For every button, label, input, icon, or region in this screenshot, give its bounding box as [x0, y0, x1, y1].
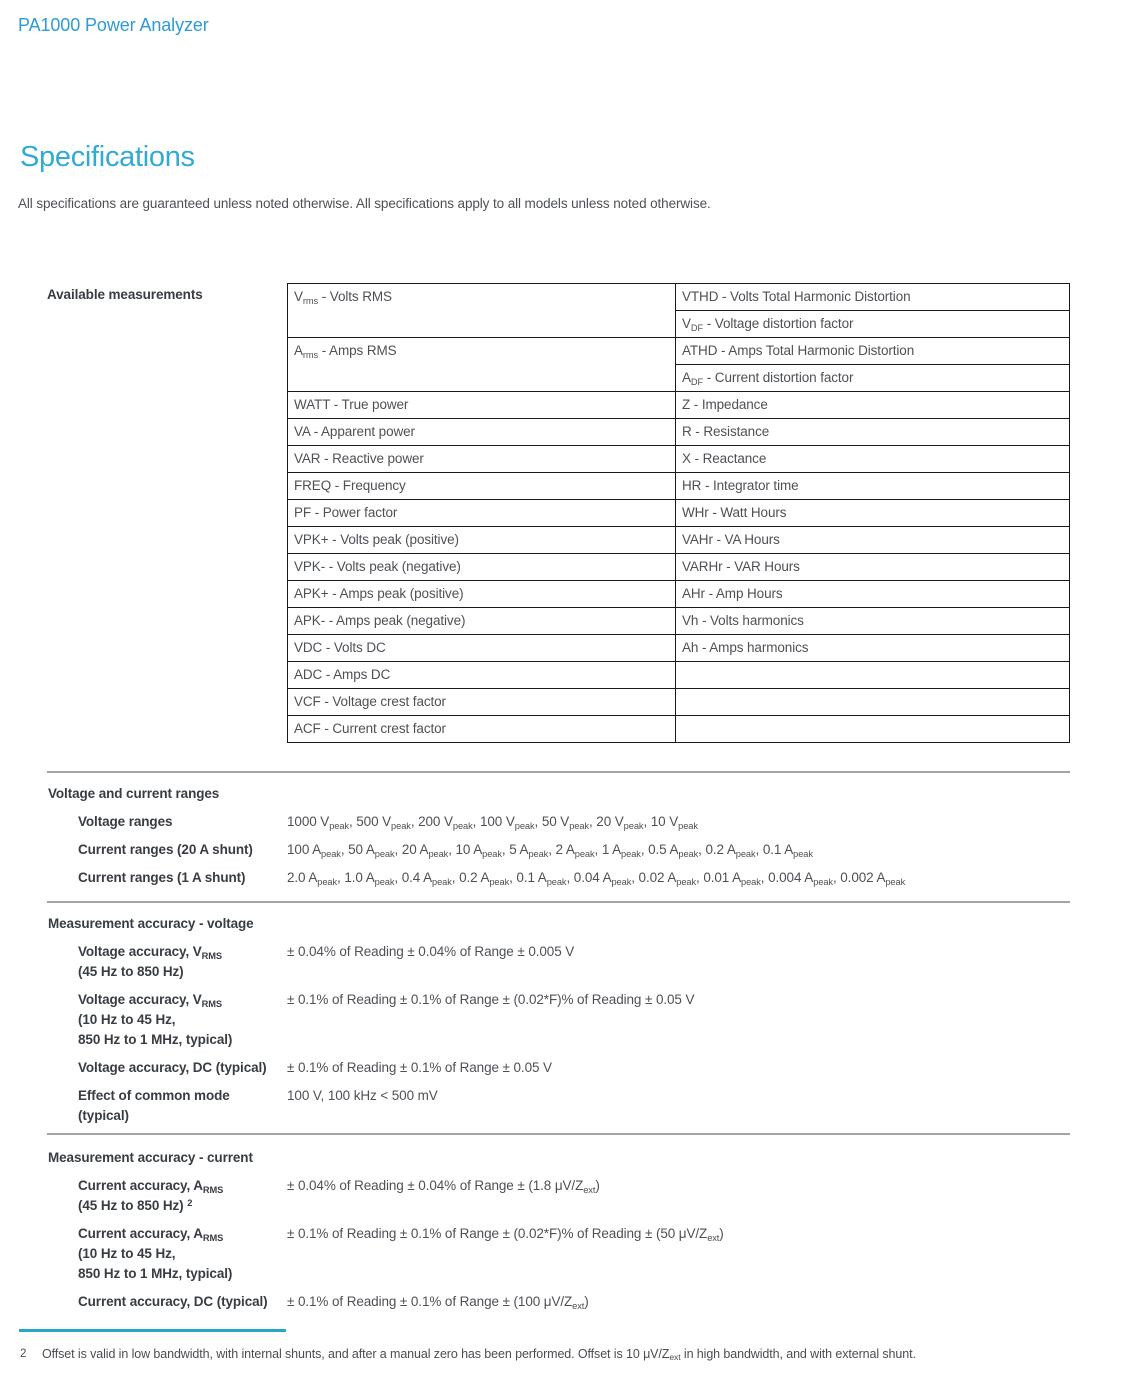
section-divider [47, 901, 1070, 903]
spec-value: ± 0.04% of Reading ± 0.04% of Range ± 0.005 V [287, 944, 575, 959]
section-title-accuracy-current: Measurement accuracy - current [48, 1150, 253, 1165]
spec-row [78, 812, 1118, 832]
spec-label: Current accuracy, DC (typical) [78, 1294, 268, 1309]
spec-label: Voltage accuracy, $V_{RMS}$ (45 Hz to 850 Hz) [78, 944, 223, 979]
measurement-cell: VA - Apparent power [288, 419, 676, 446]
spec-value: 2.0 $A_{peak}$, 1.0 $A_{peak}$, 0.4 $A_{peak}$, 0.2 $A_{peak}$, 0.1 $A_{peak}$, 0.04 $A_{peak}$, 0.02 $A_{peak}$, 0.01 $A_{peak}$, 0.004 $A_{peak}$, 0.002 $A_{peak}$ [287, 870, 906, 887]
table-row [288, 392, 1070, 419]
measurement-cell: X - Reactance [676, 446, 1070, 473]
measurement-cell: VAR - Reactive power [288, 446, 676, 473]
spec-row [78, 1292, 1118, 1312]
spec-value: 100 V, 100 kHz < 500 mV [287, 1088, 438, 1103]
footnote-text: Offset is valid in low bandwidth, with internal shunts, and after a manual zero has been performed. Offset is 10 $\mu V/Z_{ext}$ in high bandwidth, and with external shunt. [42, 1347, 916, 1363]
table-row [288, 500, 1070, 527]
table-row [288, 446, 1070, 473]
footnote-marker: 2 [20, 1348, 27, 1360]
measurement-cell: ADC - Amps DC [288, 662, 676, 689]
measurement-cell: APK+ - Amps peak (positive) [288, 581, 676, 608]
measurement-cell: $V_{DF}$ - Voltage distortion factor [676, 311, 1070, 338]
spec-value: 100 $A_{peak}$, 50 $A_{peak}$, 20 $A_{peak}$, 10 $A_{peak}$, 5 $A_{peak}$, 2 $A_{peak}$, 1 $A_{peak}$, 0.5 $A_{peak}$, 0.2 $A_{peak}$, 0.1 $A_{peak}$ [287, 842, 813, 859]
measurement-cell: VDC - Volts DC [288, 635, 676, 662]
measurement-cell: Z - Impedance [676, 392, 1070, 419]
spec-label: Effect of common mode (typical) [78, 1088, 230, 1123]
spec-row [78, 1058, 1118, 1078]
measurement-cell: ACF - Current crest factor [288, 716, 676, 743]
table-row [288, 716, 1070, 743]
spec-label: Voltage accuracy, DC (typical) [78, 1060, 267, 1075]
measurement-cell: FREQ - Frequency [288, 473, 676, 500]
measurement-cell: Vh - Volts harmonics [676, 608, 1070, 635]
spec-label: Current accuracy, $A_{RMS}$ (45 Hz to 850 Hz) $^2$ [78, 1178, 224, 1213]
section-rows [78, 1176, 1118, 1320]
measurement-cell: VPK+ - Volts peak (positive) [288, 527, 676, 554]
measurement-cell: VARHr - VAR Hours [676, 554, 1070, 581]
table-row [288, 608, 1070, 635]
table-row [288, 689, 1070, 716]
spec-value: ± 0.1% of Reading ± 0.1% of Range ± (0.02*F)% of Reading ± (50 $\mu V/Z_{ext}$) [287, 1226, 724, 1243]
spec-row [78, 1086, 1118, 1126]
measurement-cell [676, 689, 1070, 716]
measurement-cell: VPK- - Volts peak (negative) [288, 554, 676, 581]
measurement-cell: VAHr - VA Hours [676, 527, 1070, 554]
available-measurements-label: Available measurements [47, 287, 203, 302]
spec-label: Current ranges (1 A shunt) [78, 870, 246, 885]
section-title-accuracy-voltage: Measurement accuracy - voltage [48, 916, 254, 931]
section-rows [78, 812, 1118, 896]
measurement-cell: APK- - Amps peak (negative) [288, 608, 676, 635]
measurement-cell [676, 716, 1070, 743]
spec-row [78, 942, 1118, 982]
section-rows [78, 942, 1118, 1134]
spec-label: Current ranges (20 A shunt) [78, 842, 253, 857]
measurement-cell: Ah - Amps harmonics [676, 635, 1070, 662]
spec-row [78, 840, 1118, 860]
spec-row [78, 1224, 1118, 1284]
spec-value: ± 0.04% of Reading ± 0.04% of Range ± (1.8 $\mu V/Z_{ext}$) [287, 1178, 600, 1195]
measurement-cell: HR - Integrator time [676, 473, 1070, 500]
document-header: PA1000 Power Analyzer [18, 15, 209, 35]
measurement-cell: VCF - Voltage crest factor [288, 689, 676, 716]
spec-value: ± 0.1% of Reading ± 0.1% of Range ± 0.05 V [287, 1060, 552, 1075]
footnote-rule [19, 1329, 286, 1332]
measurement-cell: ATHD - Amps Total Harmonic Distortion [676, 338, 1070, 365]
table-row [288, 554, 1070, 581]
measurement-cell: PF - Power factor [288, 500, 676, 527]
section-divider [47, 1133, 1070, 1135]
measurement-cell: WHr - Watt Hours [676, 500, 1070, 527]
table-row [288, 419, 1070, 446]
section-title-voltage-current-ranges: Voltage and current ranges [48, 786, 220, 801]
section-divider [47, 771, 1070, 773]
available-measurements-table [287, 283, 1070, 743]
spec-row [78, 990, 1118, 1050]
measurements-table-body [288, 284, 1070, 743]
table-row [288, 338, 1070, 365]
footnote [20, 1346, 1115, 1363]
measurement-cell: AHr - Amp Hours [676, 581, 1070, 608]
spec-value: ± 0.1% of Reading ± 0.1% of Range ± (100 $\mu V/Z_{ext}$) [287, 1294, 589, 1311]
measurement-cell [676, 662, 1070, 689]
table-row [288, 473, 1070, 500]
spec-value: 1000 $V_{peak}$, 500 $V_{peak}$, 200 $V_{peak}$, 100 $V_{peak}$, 50 $V_{peak}$, 20 $V_{peak}$, 10 $V_{peak}$ [287, 814, 698, 831]
measurement-cell: VTHD - Volts Total Harmonic Distortion [676, 284, 1070, 311]
measurement-cell: $V_{rms}$ - Volts RMS [288, 284, 676, 338]
measurement-cell: WATT - True power [288, 392, 676, 419]
table-row [288, 527, 1070, 554]
spec-label: Current accuracy, $A_{RMS}$ (10 Hz to 45 Hz, 850 Hz to 1 MHz, typical) [78, 1226, 233, 1281]
spec-row [78, 868, 1118, 888]
spec-value: ± 0.1% of Reading ± 0.1% of Range ± (0.02*F)% of Reading ± 0.05 V [287, 992, 695, 1007]
spec-label: Voltage ranges [78, 814, 173, 829]
table-row [288, 635, 1070, 662]
page-title: Specifications [20, 141, 195, 173]
spec-label: Voltage accuracy, $V_{RMS}$ (10 Hz to 45 Hz, 850 Hz to 1 MHz, typical) [78, 992, 233, 1047]
measurement-cell: $A_{rms}$ - Amps RMS [288, 338, 676, 392]
table-row [288, 284, 1070, 311]
intro-text: All specifications are guaranteed unless noted otherwise. All specifications apply to all models unless noted otherwise. [18, 196, 711, 211]
spec-row [78, 1176, 1118, 1216]
measurement-cell: $A_{DF}$ - Current distortion factor [676, 365, 1070, 392]
table-row [288, 662, 1070, 689]
table-row [288, 581, 1070, 608]
measurement-cell: R - Resistance [676, 419, 1070, 446]
